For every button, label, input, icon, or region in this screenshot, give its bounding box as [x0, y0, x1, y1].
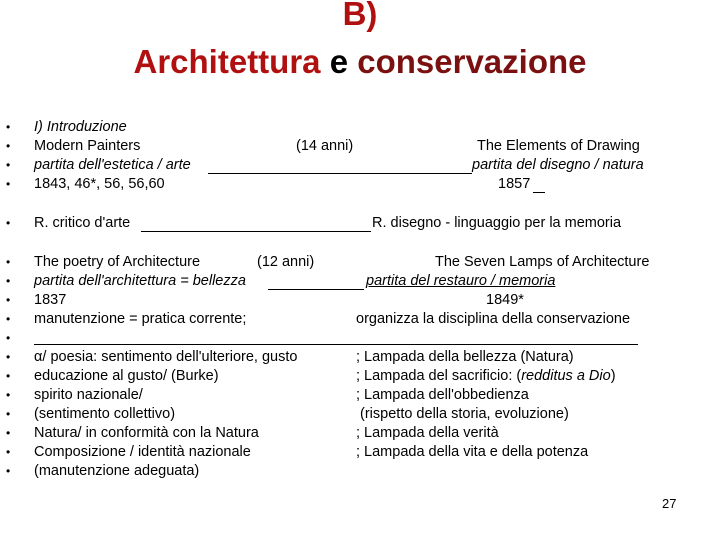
- lamp-sacrificio: [356, 367, 616, 385]
- lamp-vita: ; Lampada della vita e della potenza: [356, 444, 589, 460]
- list-left-item: educazione al gusto/ (Burke): [34, 368, 219, 384]
- section-divider: [34, 344, 638, 345]
- years-14: (14 anni): [296, 138, 354, 154]
- bullet: •: [6, 139, 11, 153]
- bullet: •: [6, 445, 11, 459]
- book-modern-painters: Modern Painters: [34, 138, 141, 154]
- bullet: •: [6, 369, 11, 383]
- book-poetry-architecture: The poetry of Architecture: [34, 254, 201, 270]
- title-word-architettura: Architettura: [133, 43, 321, 80]
- bullet: •: [6, 407, 11, 421]
- organizza-disciplina: organizza la disciplina della conservazione: [356, 311, 631, 327]
- bullet: •: [6, 274, 11, 288]
- bullet: •: [6, 255, 11, 269]
- estetica-subtitle: partita dell'estetica / arte: [34, 157, 191, 173]
- slide-title-line2: [0, 42, 720, 82]
- bullet: •: [6, 312, 11, 326]
- critico-connector-line: [141, 231, 371, 232]
- critico-arte: R. critico d'arte: [34, 215, 131, 231]
- underline-connector: [208, 173, 472, 174]
- rispetto-storia: (rispetto della storia, evoluzione): [356, 406, 569, 422]
- list-left-item: (manutenzione adeguata): [34, 463, 200, 479]
- disegno-subtitle: partita del disegno / natura: [472, 157, 644, 173]
- list-left-item: Natura/ in conformità con la Natura: [34, 425, 259, 441]
- date-underline: [533, 192, 545, 193]
- bullet: •: [6, 293, 11, 307]
- lamp-verita: ; Lampada della verità: [356, 425, 499, 441]
- elements-date: 1857: [498, 176, 531, 192]
- years-12: (12 anni): [257, 254, 315, 270]
- bullet: •: [6, 464, 11, 478]
- book-seven-lamps: The Seven Lamps of Architecture: [435, 254, 650, 270]
- architettura-connector: [268, 289, 364, 290]
- manutenzione-pratica: manutenzione = pratica corrente;: [34, 311, 247, 327]
- slide-title-line1: B): [342, 0, 378, 32]
- list-left-item: α/ poesia: sentimento dell'ulteriore, gusto: [34, 349, 298, 365]
- list-left-item: spirito nazionale/: [34, 387, 143, 403]
- bullet: •: [6, 177, 11, 191]
- lamp-obbedienza: ; Lampada dell'obbedienza: [356, 387, 529, 403]
- modern-painters-dates: 1843, 46*, 56, 56,60: [34, 176, 165, 192]
- lamp-sacrificio-text: ; Lampada del sacrificio: (: [356, 368, 522, 384]
- restauro-subtitle: partita del restauro / memoria: [366, 273, 556, 289]
- lamp-sacrificio-close: ): [610, 368, 616, 384]
- disegno-memoria: R. disegno - linguaggio per la memoria: [372, 215, 622, 231]
- seven-lamps-year: 1849*: [486, 292, 524, 308]
- bullet: •: [6, 216, 11, 230]
- redditus-text: redditus a Dio: [521, 368, 611, 384]
- architettura-subtitle: partita dell'architettura = bellezza: [34, 273, 246, 289]
- bullet: •: [6, 158, 11, 172]
- book-elements-of-drawing: The Elements of Drawing: [477, 138, 640, 154]
- title-word-e: e: [329, 43, 349, 80]
- title-word-conservazione: conservazione: [357, 43, 587, 80]
- lamp-bellezza: ; Lampada della bellezza (Natura): [356, 349, 574, 365]
- page-number: 27: [662, 496, 677, 511]
- bullet: •: [6, 120, 11, 134]
- intro-heading: I) Introduzione: [34, 119, 127, 135]
- bullet: •: [6, 426, 11, 440]
- poetry-year: 1837: [34, 292, 67, 308]
- list-left-item: Composizione / identità nazionale: [34, 444, 251, 460]
- bullet: •: [6, 350, 11, 364]
- bullet: •: [6, 388, 11, 402]
- bullet: •: [6, 331, 11, 345]
- list-left-item: (sentimento collettivo): [34, 406, 176, 422]
